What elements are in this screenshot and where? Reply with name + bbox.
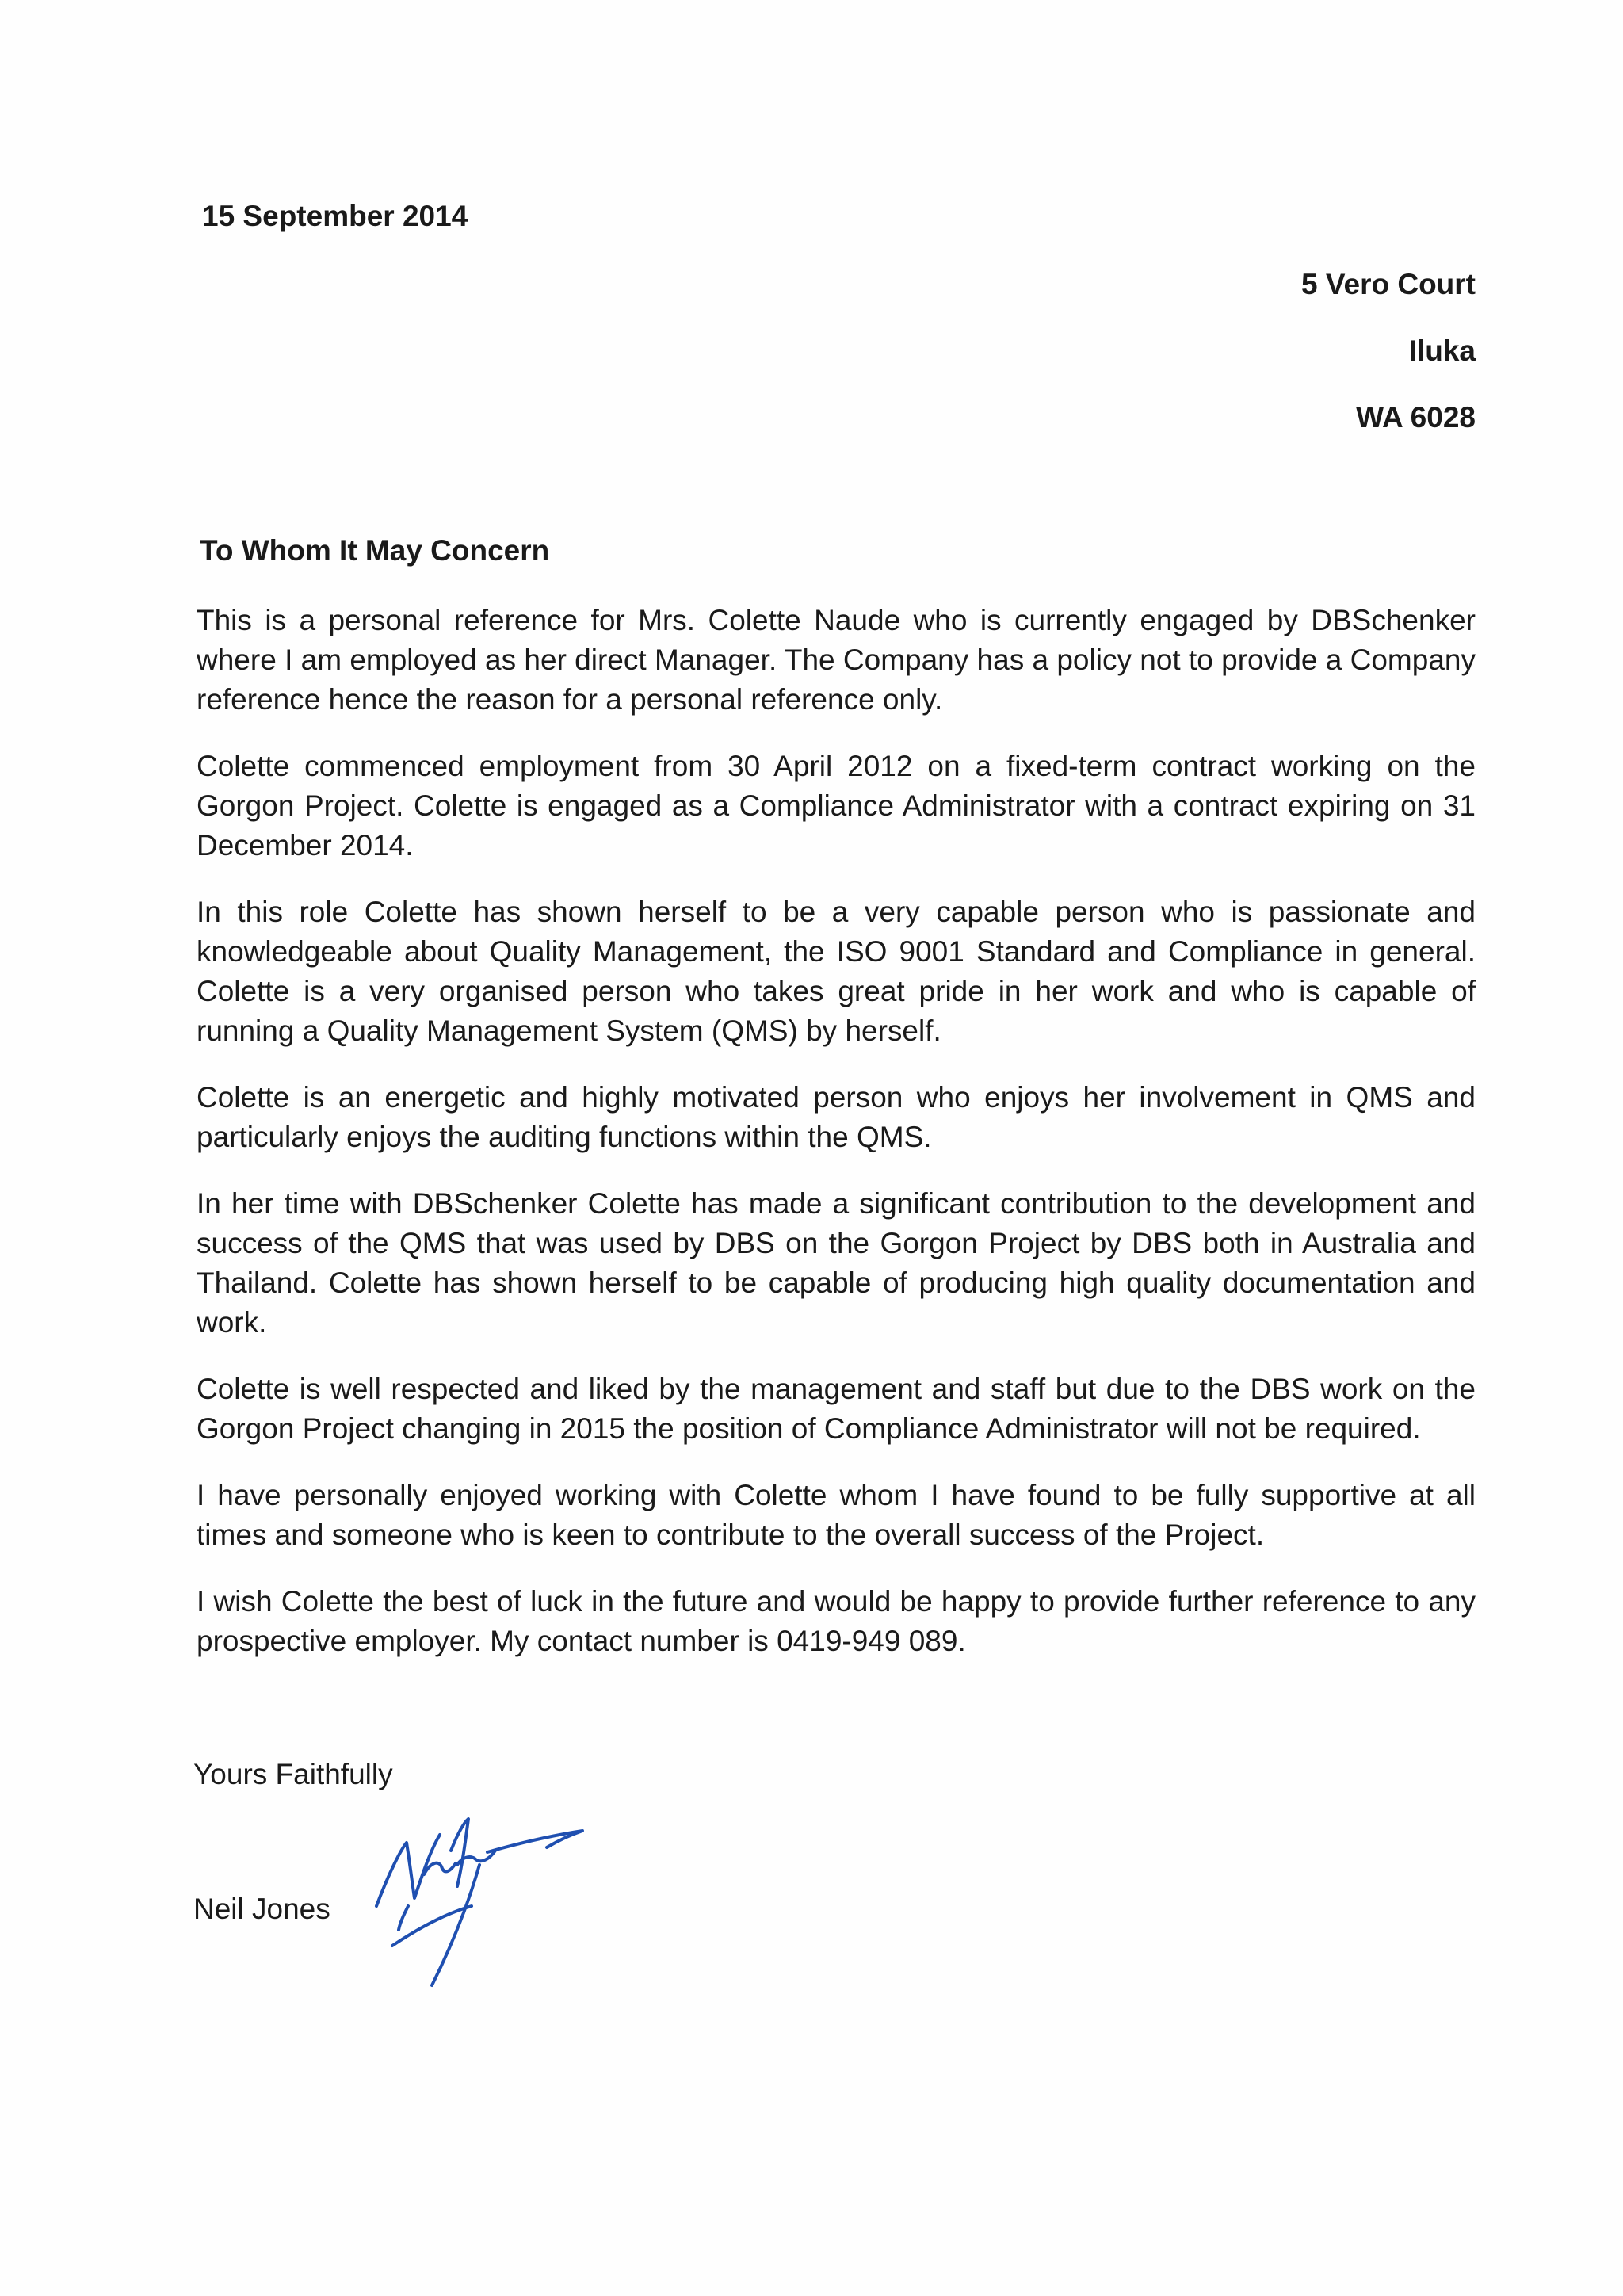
sender-address [1301, 268, 1476, 468]
paragraph-wishes: I wish Colette the best of luck in the future and would be happy to provide further reference to any prospective employer. My contact number is 0419-949 089. [197, 1585, 1476, 1657]
signer-name: Neil Jones [193, 1893, 330, 1925]
address-suburb: Iluka [1408, 334, 1476, 367]
closing: Yours Faithfully [193, 1758, 393, 1790]
paragraph-employment: Colette commenced employment from 30 April 2012 on a fixed-term contract working on the Gorgon Project. Colette is engaged as a Compliance Administrator with a contract expiring on 31 December 2014. [197, 750, 1476, 861]
letter-body [197, 601, 1476, 1688]
salutation: To Whom It May Concern [200, 534, 550, 567]
paragraph-personal: I have personally enjoyed working with Colette whom I have found to be fully supportive at all times and someone who is keen to contribute to the overall success of the Project. [197, 1479, 1476, 1551]
address-state-postcode: WA 6028 [1356, 401, 1476, 434]
paragraph-intro: This is a personal reference for Mrs. Colette Naude who is currently engaged by DBSchenker where I am employed as her direct Manager. The Company has a policy not to provide a Company reference hence the reason for a personal reference only. [197, 604, 1476, 716]
paragraph-motivation: Colette is an energetic and highly motivated person who enjoys her involvement in QMS and particularly enjoys the auditing functions within the QMS. [197, 1081, 1476, 1153]
handwritten-signature [369, 1787, 590, 1993]
letter-date: 15 September 2014 [202, 200, 468, 232]
paragraph-respect: Colette is well respected and liked by the management and staff but due to the DBS work on the Gorgon Project changing in 2015 the position of Compliance Administrator will not be required. [197, 1373, 1476, 1445]
paragraph-contribution: In her time with DBSchenker Colette has made a significant contribution to the development and success of the QMS that was used by DBS on the Gorgon Project by DBS both in Australia and Thailand. Colette has shown herself to be capable of producing high quality documentation and work. [197, 1187, 1476, 1339]
paragraph-role: In this role Colette has shown herself to be a very capable person who is passionate and knowledgeable about Quality Management, the ISO 9001 Standard and Compliance in general. Colette is a very organised person who takes great pride in her work and who is capable of running a Quality Management System (QMS) by herself. [197, 896, 1476, 1047]
address-street: 5 Vero Court [1301, 268, 1476, 300]
